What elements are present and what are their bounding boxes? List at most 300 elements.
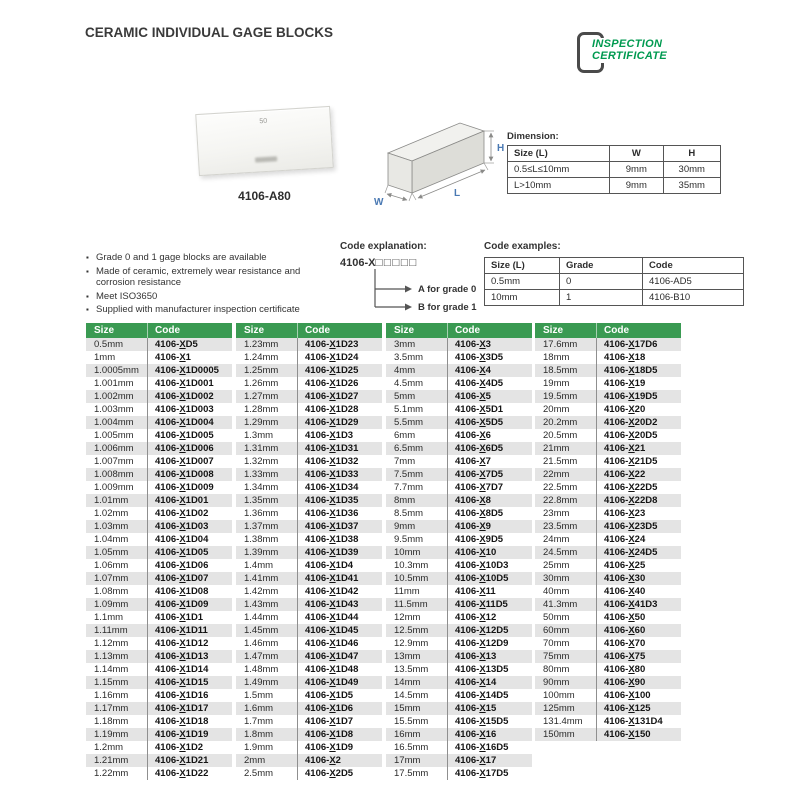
table-row	[386, 572, 532, 585]
size-cell: 80mm	[535, 663, 597, 676]
table-row	[236, 416, 382, 429]
size-cell: 50mm	[535, 611, 597, 624]
dim-header-w: W	[610, 146, 663, 162]
code-cell: 4106-X1D15	[155, 677, 209, 688]
column-header-code: Code	[455, 325, 480, 336]
table-row	[86, 546, 232, 559]
size-cell: 60mm	[535, 624, 597, 637]
w-label: W	[374, 197, 384, 208]
table-row	[86, 416, 232, 429]
table-row	[236, 429, 382, 442]
code-cell: 4106-X1D004	[155, 417, 214, 428]
code-cell: 4106-X25	[604, 560, 646, 571]
table-row	[535, 611, 681, 624]
code-cell: 4106-X1D007	[155, 456, 214, 467]
size-cell: 1.7mm	[236, 715, 298, 728]
size-cell: 131.4mm	[535, 715, 597, 728]
table-row	[386, 689, 532, 702]
table-row	[86, 364, 232, 377]
table-row	[86, 715, 232, 728]
code-cell: 4106-X1D26	[305, 378, 359, 389]
size-cell: 1.004mm	[86, 416, 148, 429]
size-cell: 1.003mm	[86, 403, 148, 416]
code-cell: 4106-X1D34	[305, 482, 359, 493]
code-cell: 4106-X4D5	[455, 378, 504, 389]
table-row	[535, 546, 681, 559]
code-cell: 4106-X1D46	[305, 638, 359, 649]
size-cell: 7.7mm	[386, 481, 448, 494]
table-row	[535, 637, 681, 650]
w-dimension-line	[387, 194, 407, 200]
ex-cell: 4106-B10	[643, 290, 744, 306]
size-cell: 19.5mm	[535, 390, 597, 403]
dim-cell: 9mm	[610, 178, 663, 194]
table-row	[86, 702, 232, 715]
table-row	[386, 624, 532, 637]
size-cell: 1.42mm	[236, 585, 298, 598]
table-row	[386, 754, 532, 767]
size-cell: 6.5mm	[386, 442, 448, 455]
code-cell: 4106-X1D12	[155, 638, 209, 649]
table-row	[535, 559, 681, 572]
table-row	[86, 507, 232, 520]
code-cell: 4106-X17D5	[455, 768, 509, 779]
l-label: L	[454, 188, 461, 199]
table-row	[236, 546, 382, 559]
table-row	[86, 455, 232, 468]
size-cell: 1.25mm	[236, 364, 298, 377]
code-cell: 4106-X16	[455, 729, 497, 740]
table-row	[86, 728, 232, 741]
table-row	[386, 585, 532, 598]
table-row	[386, 364, 532, 377]
table-row	[386, 728, 532, 741]
table-row	[485, 290, 744, 306]
table-row	[386, 481, 532, 494]
table-row	[86, 676, 232, 689]
feature-item: ▪ Grade 0 and 1 gage blocks are available	[86, 252, 338, 264]
table-row	[236, 520, 382, 533]
dim-header-h: H	[663, 146, 720, 162]
table-row	[86, 403, 232, 416]
code-cell: 4106-X16D5	[455, 742, 509, 753]
size-cell: 1.27mm	[236, 390, 298, 403]
table-row	[386, 676, 532, 689]
table-row	[236, 455, 382, 468]
size-cell: 2.5mm	[236, 767, 298, 780]
code-cell: 4106-X1D43	[305, 599, 359, 610]
size-cell: 1.14mm	[86, 663, 148, 676]
product-photo	[192, 98, 337, 182]
size-cell: 1.3mm	[236, 429, 298, 442]
code-cell: 4106-X90	[604, 677, 646, 688]
table-row	[535, 390, 681, 403]
size-cell: 1.02mm	[86, 507, 148, 520]
table-row	[236, 702, 382, 715]
code-cell: 4106-X1D28	[305, 404, 359, 415]
code-cell: 4106-X75	[604, 651, 646, 662]
size-code-table-4	[535, 323, 681, 741]
table-row	[236, 364, 382, 377]
column-header-size: Size	[236, 323, 298, 338]
table-row	[236, 442, 382, 455]
size-cell: 25mm	[535, 559, 597, 572]
code-cell: 4106-X1D1	[155, 612, 204, 623]
code-cell: 4106-X1D14	[155, 664, 209, 675]
table-row	[86, 351, 232, 364]
code-cell: 4106-X20D2	[604, 417, 658, 428]
product-code-label: 4106-A80	[238, 189, 291, 203]
code-cell: 4106-X21D5	[604, 456, 658, 467]
size-cell: 17.6mm	[535, 338, 597, 351]
table-row	[236, 507, 382, 520]
size-cell: 1.01mm	[86, 494, 148, 507]
code-cell: 4106-X100	[604, 690, 651, 701]
table-row	[535, 364, 681, 377]
ex-cell: 4106-AD5	[643, 274, 744, 290]
size-cell: 1.007mm	[86, 455, 148, 468]
size-cell: 1.45mm	[236, 624, 298, 637]
size-cell: 14.5mm	[386, 689, 448, 702]
table-row	[386, 702, 532, 715]
table-row	[86, 572, 232, 585]
table-header	[386, 323, 532, 338]
code-cell: 4106-X24D5	[604, 547, 658, 558]
table-row	[86, 429, 232, 442]
feature-list	[86, 252, 338, 318]
column-header-size: Size	[535, 323, 597, 338]
badge-line1: INSPECTION	[592, 38, 663, 50]
code-cell: 4106-X15	[455, 703, 497, 714]
size-code-table-1	[86, 323, 232, 780]
table-row	[236, 754, 382, 767]
code-cell: 4106-X1D008	[155, 469, 214, 480]
size-cell: 1.17mm	[86, 702, 148, 715]
size-cell: 1.1mm	[86, 611, 148, 624]
h-label: H	[497, 143, 505, 154]
code-cell: 4106-X1D06	[155, 560, 209, 571]
code-cell: 4106-X1D5	[305, 690, 354, 701]
code-cell: 4106-X1D006	[155, 443, 214, 454]
size-cell: 30mm	[535, 572, 597, 585]
table-row	[386, 533, 532, 546]
code-cell: 4106-X1D42	[305, 586, 359, 597]
table-row	[535, 702, 681, 715]
table-row	[236, 403, 382, 416]
code-cell: 4106-X1D3	[305, 430, 354, 441]
size-cell: 1.002mm	[86, 390, 148, 403]
size-cell: 1.33mm	[236, 468, 298, 481]
size-cell: 2mm	[236, 754, 298, 767]
code-cell: 4106-X7	[455, 456, 491, 467]
table-row	[535, 533, 681, 546]
size-cell: 11.5mm	[386, 598, 448, 611]
code-cell: 4106-X125	[604, 703, 651, 714]
code-cell: 4106-X1D001	[155, 378, 214, 389]
table-row	[236, 611, 382, 624]
code-cell: 4106-X1D02	[155, 508, 209, 519]
size-cell: 12.5mm	[386, 624, 448, 637]
size-cell: 1.24mm	[236, 351, 298, 364]
size-cell: 41.3mm	[535, 598, 597, 611]
size-cell: 100mm	[535, 689, 597, 702]
table-row	[86, 390, 232, 403]
code-cell: 4106-X17D6	[604, 339, 658, 350]
table-row	[236, 767, 382, 780]
badge-text	[590, 38, 669, 63]
size-cell: 1.49mm	[236, 676, 298, 689]
code-cell: 4106-X14D5	[455, 690, 509, 701]
size-cell: 1.26mm	[236, 377, 298, 390]
size-cell: 90mm	[535, 676, 597, 689]
code-cell: 4106-X1D27	[305, 391, 359, 402]
table-row	[535, 455, 681, 468]
table-row	[535, 351, 681, 364]
table-row	[386, 494, 532, 507]
dimension-section	[507, 131, 721, 194]
size-cell: 1.18mm	[86, 715, 148, 728]
table-row	[386, 520, 532, 533]
table-row	[236, 533, 382, 546]
code-cell: 4106-X1D009	[155, 482, 214, 493]
code-cell: 4106-X1	[155, 352, 191, 363]
code-cell: 4106-X1D0005	[155, 365, 219, 376]
table-row	[535, 429, 681, 442]
size-cell: 15.5mm	[386, 715, 448, 728]
ex-cell: 0	[560, 274, 643, 290]
table-row	[386, 442, 532, 455]
table-row	[508, 162, 721, 178]
size-cell: 1mm	[86, 351, 148, 364]
code-cell: 4106-X12	[455, 612, 497, 623]
size-cell: 0.5mm	[86, 338, 148, 351]
code-explanation	[340, 241, 500, 313]
column-header-size: Size	[86, 323, 148, 338]
table-row	[386, 741, 532, 754]
table-row	[386, 663, 532, 676]
size-cell: 1.13mm	[86, 650, 148, 663]
code-cell: 4106-X1D19	[155, 729, 209, 740]
code-cell: 4106-X13	[455, 651, 497, 662]
size-cell: 1.05mm	[86, 546, 148, 559]
size-cell: 16mm	[386, 728, 448, 741]
size-cell: 8.5mm	[386, 507, 448, 520]
size-cell: 13.5mm	[386, 663, 448, 676]
table-row	[535, 481, 681, 494]
size-cell: 1.36mm	[236, 507, 298, 520]
size-cell: 12.9mm	[386, 637, 448, 650]
code-cell: 4106-X131D4	[604, 716, 663, 727]
table-row	[386, 390, 532, 403]
code-cell: 4106-X18	[604, 352, 646, 363]
dimension-table	[507, 145, 721, 194]
size-cell: 4.5mm	[386, 377, 448, 390]
table-row	[236, 377, 382, 390]
code-cell: 4106-X1D29	[305, 417, 359, 428]
code-cell: 4106-X1D24	[305, 352, 359, 363]
code-cell: 4106-X1D17	[155, 703, 209, 714]
table-row	[86, 663, 232, 676]
gage-block-image	[195, 106, 334, 176]
size-cell: 23mm	[535, 507, 597, 520]
size-cell: 9mm	[386, 520, 448, 533]
block-dimension-diagram	[372, 103, 507, 208]
size-cell: 15mm	[386, 702, 448, 715]
code-cell: 4106-X1D04	[155, 534, 209, 545]
table-row	[236, 741, 382, 754]
size-cell: 12mm	[386, 611, 448, 624]
code-cell: 4106-X10	[455, 547, 497, 558]
table-row	[535, 650, 681, 663]
table-row	[236, 351, 382, 364]
table-row	[386, 455, 532, 468]
table-row	[535, 715, 681, 728]
dim-cell: 9mm	[610, 162, 663, 178]
size-cell: 22.5mm	[535, 481, 597, 494]
code-cell: 4106-X1D32	[305, 456, 359, 467]
code-cell: 4106-XD5	[155, 339, 198, 350]
size-cell: 11mm	[386, 585, 448, 598]
code-cell: 4106-X30	[604, 573, 646, 584]
size-cell: 1.08mm	[86, 585, 148, 598]
size-cell: 1.23mm	[236, 338, 298, 351]
code-cell: 4106-X10D3	[455, 560, 509, 571]
code-cell: 4106-X1D8	[305, 729, 354, 740]
size-cell: 24.5mm	[535, 546, 597, 559]
size-code-table-3	[386, 323, 532, 780]
table-row	[386, 351, 532, 364]
code-cell: 4106-X70	[604, 638, 646, 649]
code-cell: 4106-X1D31	[305, 443, 359, 454]
table-header	[236, 323, 382, 338]
code-cell: 4106-X1D4	[305, 560, 354, 571]
table-row	[386, 650, 532, 663]
size-cell: 125mm	[535, 702, 597, 715]
table-row	[535, 468, 681, 481]
table-row	[236, 559, 382, 572]
code-cell: 4106-X19	[604, 378, 646, 389]
code-cell: 4106-X1D18	[155, 716, 209, 727]
table-body	[535, 338, 681, 741]
ex-header-code: Code	[643, 258, 744, 274]
size-cell: 7.5mm	[386, 468, 448, 481]
column-header-code: Code	[604, 325, 629, 336]
size-cell: 5.5mm	[386, 416, 448, 429]
table-row	[86, 637, 232, 650]
size-cell: 1.005mm	[86, 429, 148, 442]
size-cell: 1.9mm	[236, 741, 298, 754]
code-cell: 4106-X1D16	[155, 690, 209, 701]
code-cell: 4106-X1D49	[305, 677, 359, 688]
ex-cell: 1	[560, 290, 643, 306]
code-cell: 4106-X40	[604, 586, 646, 597]
size-cell: 6mm	[386, 429, 448, 442]
size-cell: 3mm	[386, 338, 448, 351]
table-header	[86, 323, 232, 338]
table-row	[86, 598, 232, 611]
size-cell: 17mm	[386, 754, 448, 767]
feature-item: ▪ Supplied with manufacturer inspection certificate	[86, 304, 338, 316]
code-cell: 4106-X20	[604, 404, 646, 415]
code-cell: 4106-X6D5	[455, 443, 504, 454]
code-cell: 4106-X1D39	[305, 547, 359, 558]
table-row	[535, 624, 681, 637]
size-cell: 1.008mm	[86, 468, 148, 481]
size-cell: 20.5mm	[535, 429, 597, 442]
code-explanation-title: Code explanation:	[340, 241, 427, 252]
table-row	[535, 572, 681, 585]
code-cell: 4106-X22D8	[604, 495, 658, 506]
size-cell: 20.2mm	[535, 416, 597, 429]
dim-cell: 35mm	[663, 178, 720, 194]
table-row	[535, 520, 681, 533]
dim-header-size: Size (L)	[508, 146, 610, 162]
table-row	[535, 507, 681, 520]
size-cell: 1.006mm	[86, 442, 148, 455]
code-cell: 4106-X21	[604, 443, 646, 454]
size-cell: 1.34mm	[236, 481, 298, 494]
table-row	[508, 146, 721, 162]
table-row	[236, 468, 382, 481]
table-row	[535, 585, 681, 598]
table-row	[236, 715, 382, 728]
table-row	[535, 442, 681, 455]
code-examples-title: Code examples:	[484, 241, 561, 252]
block-logo-mark	[254, 156, 276, 162]
table-row	[86, 585, 232, 598]
code-cell: 4106-X18D5	[604, 365, 658, 376]
size-cell: 23.5mm	[535, 520, 597, 533]
table-row	[86, 494, 232, 507]
table-row	[535, 676, 681, 689]
table-row	[386, 559, 532, 572]
size-cell: 1.38mm	[236, 533, 298, 546]
code-examples	[484, 241, 744, 306]
size-cell: 1.47mm	[236, 650, 298, 663]
code-cell: 4106-X8	[455, 495, 491, 506]
code-cell: 4106-X1D35	[305, 495, 359, 506]
code-cell: 4106-X1D41	[305, 573, 359, 584]
size-cell: 10.3mm	[386, 559, 448, 572]
table-row	[386, 637, 532, 650]
code-cell: 4106-X12D5	[455, 625, 509, 636]
code-cell: 4106-X5D1	[455, 404, 504, 415]
table-row	[386, 468, 532, 481]
table-row	[535, 494, 681, 507]
code-cell: 4106-X20D5	[604, 430, 658, 441]
table-row	[535, 663, 681, 676]
table-row	[535, 377, 681, 390]
column-header-code: Code	[155, 325, 180, 336]
code-cell: 4106-X24	[604, 534, 646, 545]
code-cell: 4106-X11D5	[455, 599, 508, 610]
table-row	[236, 390, 382, 403]
table-row	[535, 403, 681, 416]
size-cell: 150mm	[535, 728, 597, 741]
table-body	[386, 338, 532, 780]
size-cell: 9.5mm	[386, 533, 448, 546]
code-cell: 4106-X7D5	[455, 469, 504, 480]
code-cell: 4106-X4	[455, 365, 491, 376]
size-cell: 17.5mm	[386, 767, 448, 780]
size-cell: 3.5mm	[386, 351, 448, 364]
size-cell: 1.03mm	[86, 520, 148, 533]
code-cell: 4106-X1D37	[305, 521, 359, 532]
size-cell: 40mm	[535, 585, 597, 598]
code-cell: 4106-X1D11	[155, 625, 208, 636]
table-row	[535, 689, 681, 702]
code-cell: 4106-X22D5	[604, 482, 658, 493]
